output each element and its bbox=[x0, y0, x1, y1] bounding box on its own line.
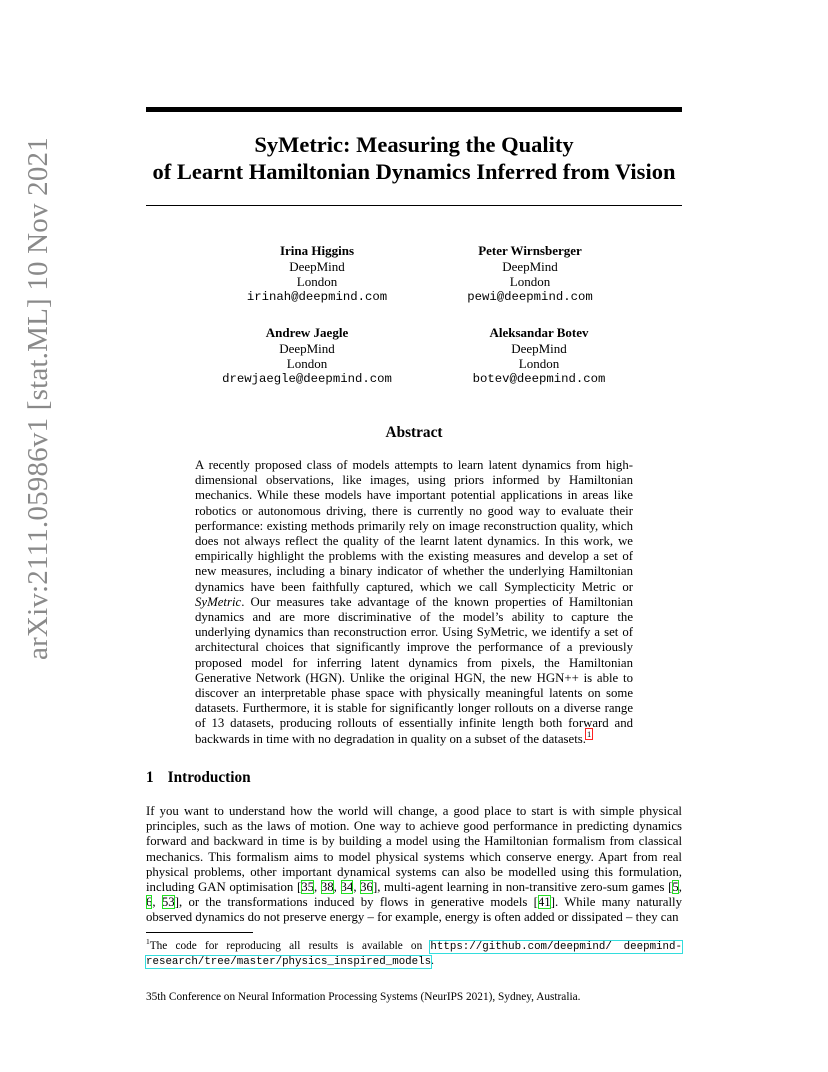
author-email[interactable]: irinah@deepmind.com bbox=[246, 289, 388, 304]
author-affiliation: DeepMind bbox=[279, 340, 335, 356]
footnote-text: The code for reproducing all results is available on bbox=[149, 939, 431, 952]
citation-link[interactable]: 38 bbox=[320, 880, 334, 895]
abstract-emphasis: SyMetric bbox=[195, 594, 242, 609]
section-title: Introduction bbox=[167, 769, 251, 786]
footnote-link[interactable]: 1 bbox=[586, 729, 592, 740]
author-block bbox=[419, 325, 659, 387]
url-part[interactable]: https://github.com/deepmind/ bbox=[430, 940, 612, 953]
author-name: Andrew Jaegle bbox=[265, 325, 349, 340]
paragraph-text: ]. While many naturally observed dynamics do not preserve energy – for example, energy is often added or dissipated – they can bbox=[146, 895, 682, 925]
citation-link[interactable]: 6 bbox=[146, 895, 153, 910]
url-part[interactable]: deepmind-research/tree/master/physics_inspired_models bbox=[146, 940, 682, 968]
author-affiliation: DeepMind bbox=[289, 258, 345, 274]
citation-link[interactable]: 35 bbox=[301, 880, 315, 895]
author-city: London bbox=[509, 274, 551, 289]
citation-link[interactable]: 36 bbox=[360, 880, 373, 895]
introduction-paragraph: If you want to understand how the world will change, a good place to start is with simple physical principles, such as the laws of motion. One way to achieve good performance in predicting dynamics forward and backward in time is by building a model using the Hamiltonian formalism from classical mechanics. This formalism aims to model physical systems which conserve energy. Apart from real physical problems, other important dynamical systems can also be modelled using this formulation, including GAN optimisation [35, 38, 34, 36], multi-agent learning in non-transitive zero-sum games [5, 6, 53], or the transformations induced by flows in generative models [41]. While many naturally observed dynamics do not preserve energy – for example, energy is often added or dissipated – they can bbox=[146, 804, 682, 925]
paragraph-text: ], or the transformations induced by flows in generative models [ bbox=[174, 895, 538, 910]
author-block bbox=[197, 243, 437, 305]
abstract-text-part: . Our measures take advantage of the known properties of Hamiltonian dynamics and are more discriminative of the model’s ability to capture the underlying dynamics than reconstruction error. Using SyMetric, we identify a set of architectural choices that significantly improve the performance of a previously proposed model for inferring latent dynamics from pixels, the Hamiltonian Generative Network (HGN). Unlike the original HGN, the new HGN++ is able to discover an interpretable phase space with physically meaningful latents on some datasets. Furthermore, it is stable for significantly longer rollouts on a diverse range of 13 datasets, producing rollouts of essentially infinite length both forward and backwards in time with no degradation in quality on a subset of the datasets. bbox=[195, 594, 633, 746]
section-number: 1 bbox=[146, 769, 154, 786]
abstract-text bbox=[195, 458, 633, 747]
title-line-1: SyMetric: Measuring the Quality bbox=[254, 132, 574, 157]
section-heading-introduction bbox=[146, 769, 251, 787]
footnote-end: . bbox=[431, 954, 434, 967]
title-line-2: of Learnt Hamiltonian Dynamics Inferred from Vision bbox=[152, 159, 676, 184]
arxiv-side-stamp: arXiv:2111.05986v1 [stat.ML] 10 Nov 2021 bbox=[22, 137, 54, 660]
author-affiliation: DeepMind bbox=[502, 258, 558, 274]
author-block bbox=[410, 243, 650, 305]
footnote-number: 1 bbox=[146, 937, 150, 946]
author-email[interactable]: pewi@deepmind.com bbox=[467, 289, 593, 304]
author-name: Aleksandar Botev bbox=[489, 325, 589, 340]
paragraph-text: If you want to understand how the world will change, a good place to start is with simple physical principles, such as the laws of motion. One way to achieve good performance in predicting dynamics forward and backward in time is by building a model using the Hamiltonian formalism from classical mechanics. This formalism aims to model physical systems which conserve energy. Apart from real physical problems, other important dynamical systems can also be modelled using this formulation, including GAN optimisation [ bbox=[146, 804, 682, 895]
abstract-text-part: A recently proposed class of models attempts to learn latent dynamics from high-dimensional observations, like images, using priors informed by Hamiltonian mechanics. While these models have important potential applications in areas like robotics or autonomous driving, there is currently no good way to evaluate their performance: existing methods primarily rely on image reconstruction quality, which does not always reflect the quality of the learnt latent dynamics. In this work, we empirically highlight the problems with the existing measures and develop a set of new measures, including a binary indicator of whether the underlying Hamiltonian dynamics have been faithfully captured, which we call Symplecticity Metric or bbox=[195, 458, 633, 594]
author-city: London bbox=[518, 356, 560, 371]
paragraph-text: ], multi-agent learning in non-transitive zero-sum games [ bbox=[372, 880, 673, 895]
footnote-rule bbox=[146, 932, 253, 933]
abstract-heading: Abstract bbox=[385, 424, 443, 441]
author-city: London bbox=[286, 356, 328, 371]
title-rule-top bbox=[146, 107, 682, 112]
paper-title bbox=[146, 131, 682, 185]
title-rule-bottom bbox=[146, 205, 682, 206]
citation-link[interactable]: 41 bbox=[537, 895, 551, 910]
author-affiliation: DeepMind bbox=[511, 340, 567, 356]
author-email[interactable]: drewjaegle@deepmind.com bbox=[222, 371, 392, 386]
author-block bbox=[187, 325, 427, 387]
author-email[interactable]: botev@deepmind.com bbox=[472, 371, 606, 386]
citation-link[interactable]: 34 bbox=[340, 880, 354, 895]
footnote bbox=[146, 935, 682, 969]
author-name: Peter Wirnsberger bbox=[478, 243, 582, 258]
author-city: London bbox=[296, 274, 338, 289]
conference-notice: 35th Conference on Neural Information Processing Systems (NeurIPS 2021), Sydney, Australia. bbox=[146, 991, 581, 1003]
citation-link[interactable]: 53 bbox=[161, 895, 175, 910]
citation-link[interactable]: 5 bbox=[672, 880, 679, 895]
author-name: Irina Higgins bbox=[279, 243, 355, 258]
